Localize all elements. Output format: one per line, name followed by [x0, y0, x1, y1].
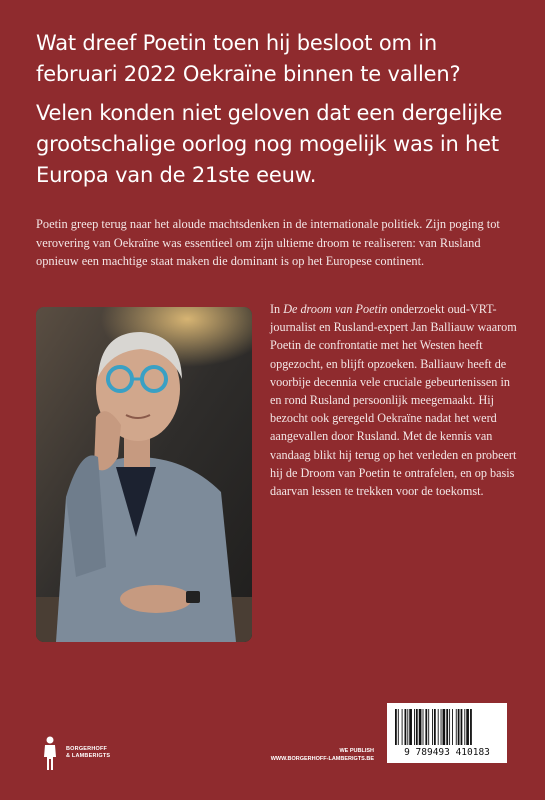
barcode-bar: [458, 709, 460, 745]
barcode-bar: [443, 709, 446, 745]
barcode-bars: [387, 703, 507, 747]
headline-statement: Velen konden niet geloven dat een dergelijke grootschalige oorlog nog mogelijk was in het Europa van de 21ste eeuw.: [36, 101, 503, 187]
barcode-bar: [402, 709, 403, 745]
barcode-bar: [466, 709, 469, 745]
book-title: De droom van Poetin: [283, 302, 388, 316]
barcode-bar: [409, 709, 412, 745]
barcode-bar: [461, 709, 463, 745]
publisher-tagline: WE PUBLISH: [339, 748, 374, 754]
barcode-bar: [423, 709, 424, 745]
barcode-bar: [449, 709, 450, 745]
publisher-website: WWW.BORGERHOFF-LAMBERIGTS.BE: [270, 756, 374, 762]
barcode-bar: [425, 709, 427, 745]
barcode-bar: [446, 709, 448, 745]
publisher-logo-block: [40, 733, 126, 773]
barcode-bar: [452, 709, 453, 745]
barcode-bar: [441, 709, 442, 745]
barcode-bar: [398, 709, 399, 745]
body-prefix: In: [270, 302, 284, 316]
publisher-web: [252, 747, 374, 763]
barcode-bar: [405, 709, 407, 745]
publisher-logo-icon: [40, 735, 60, 771]
barcode-bar: [416, 709, 418, 745]
body-paragraph: [270, 300, 520, 500]
barcode-bar: [434, 709, 436, 745]
barcode: [387, 703, 507, 763]
barcode-bar: [438, 709, 439, 745]
barcode-bar: [464, 709, 465, 745]
barcode-bar: [456, 709, 457, 745]
barcode-bar: [419, 709, 422, 745]
barcode-number: 9 789493 410183: [404, 747, 490, 758]
intro-paragraph: Poetin greep terug naar het aloude machtsdenken in de internationale politiek. Zijn poging tot verovering van Oekraïne was essentieel om zijn ultieme droom te realiseren: van Rusland opnieuw een machtige staat maken die dominant is op het Europese continent.: [36, 217, 500, 268]
publisher-name: BORGERHOFF & LAMBERIGTS: [66, 746, 111, 759]
barcode-bar: [407, 709, 408, 745]
headline-question: Wat dreef Poetin toen hij besloot om in februari 2022 Oekraïne binnen te vallen?: [36, 31, 461, 86]
body-text: onderzoekt oud-VRT-journalist en Rusland-expert Jan Balliauw waarom Poetin de confrontatie met het Westen heeft opgezocht, en blijft opzoeken. Balliauw heeft de voorbije decennia vele cruciale gebeurtenissen in en rond Rusland persoonlijk meegemaakt. Hij bezocht ook geregeld Oekraïne nadat het werd aangevallen door Rusland. Met de kennis van vandaag blikt hij terug op het verleden en probeert hij de Droom van Poetin te ontrafelen, en op basis daarvan lessen te trekken voor de toekomst.: [270, 302, 517, 499]
author-photo: [36, 307, 252, 642]
barcode-bar: [414, 709, 415, 745]
barcode-bar: [432, 709, 433, 745]
barcode-bar: [395, 709, 397, 745]
barcode-bar: [470, 709, 472, 745]
barcode-bar: [428, 709, 429, 745]
